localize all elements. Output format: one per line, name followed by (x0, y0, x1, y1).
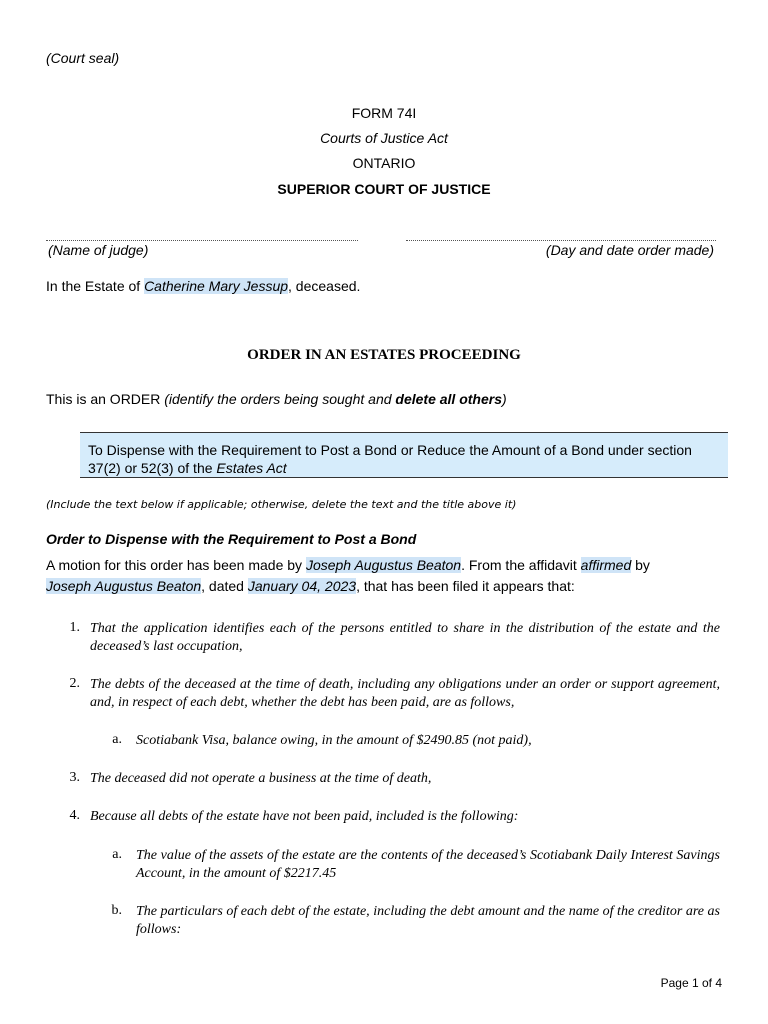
order-type-text: To Dispense with the Requirement to Post a Bond or Reduce the Amount of a Bond under section 37(2) or 52(3) of the Estates Act (88, 442, 692, 476)
sub-item-text: The value of the assets of the estate are the contents of the deceased’s Scotiabank Daily Interest Savings Account, in the amount of $2217.45 (136, 848, 720, 881)
section-title: Order to Dispense with the Requirement to Post a Bond (46, 531, 417, 547)
mover-name-field[interactable]: Joseph Augustus Beaton (305, 557, 462, 573)
sub-item-letter: a. (112, 732, 122, 747)
court-name: SUPERIOR COURT OF JUSTICE (277, 181, 491, 197)
include-note: (Include the text below if applicable; otherwise, delete the text and the title above it) (46, 498, 517, 511)
sub-item-letter: a. (112, 847, 122, 862)
order-date-line (406, 240, 716, 241)
court-seal-placeholder: (Court seal) (46, 50, 120, 66)
order-type-box (80, 432, 728, 478)
affirmed-field[interactable]: affirmed (580, 557, 632, 573)
affidavit-date-field[interactable]: January 04, 2023 (247, 578, 357, 594)
judge-name-label: (Name of judge) (48, 242, 149, 258)
province: ONTARIO (352, 155, 416, 171)
list-item-number: 3. (69, 770, 80, 785)
motion-paragraph: A motion for this order has been made by Joseph Augustus Beaton. From the affidavit affirmed by Joseph Augustus Beaton, dated January 04, 2023, that has been filed it appears that: (46, 557, 650, 594)
list-item-text: Because all debts of the estate have not been paid, included is the following: (90, 809, 519, 824)
list-item-text: The deceased did not operate a business at the time of death, (90, 771, 432, 786)
list-item-number: 4. (69, 808, 80, 823)
sub-item-text: Scotiabank Visa, balance owing, in the amount of $2490.85 (not paid), (136, 733, 532, 748)
order-title: ORDER IN AN ESTATES PROCEEDING (247, 347, 521, 363)
sub-item-letter: b. (111, 903, 122, 918)
list-item-text: The debts of the deceased at the time of death, including any obligations under an order or support agreement, and, in respect of each debt, whether the debt has been paid, are as follows, (90, 677, 720, 710)
order-date-label: (Day and date order made) (545, 242, 714, 258)
list-item-number: 2. (69, 676, 80, 691)
list-item-number: 1. (69, 620, 80, 635)
order-intro: This is an ORDER (identify the orders being sought and delete all others) (46, 391, 507, 407)
form-number: FORM 74I (351, 105, 417, 121)
judge-name-line (46, 240, 358, 241)
list-item-text: That the application identifies each of the persons entitled to share in the distribution of the estate and the deceased’s last occupation, (90, 621, 720, 654)
deceased-name-field[interactable]: Catherine Mary Jessup (144, 278, 289, 294)
act-name: Courts of Justice Act (320, 130, 448, 146)
sub-item-text: The particulars of each debt of the estate, including the debt amount and the name of the creditor are as follows: (136, 904, 720, 937)
affiant-name-field[interactable]: Joseph Augustus Beaton (46, 578, 202, 594)
page-number: Page 1 of 4 (660, 976, 722, 990)
estate-line: In the Estate of Catherine Mary Jessup, deceased. (46, 278, 361, 294)
